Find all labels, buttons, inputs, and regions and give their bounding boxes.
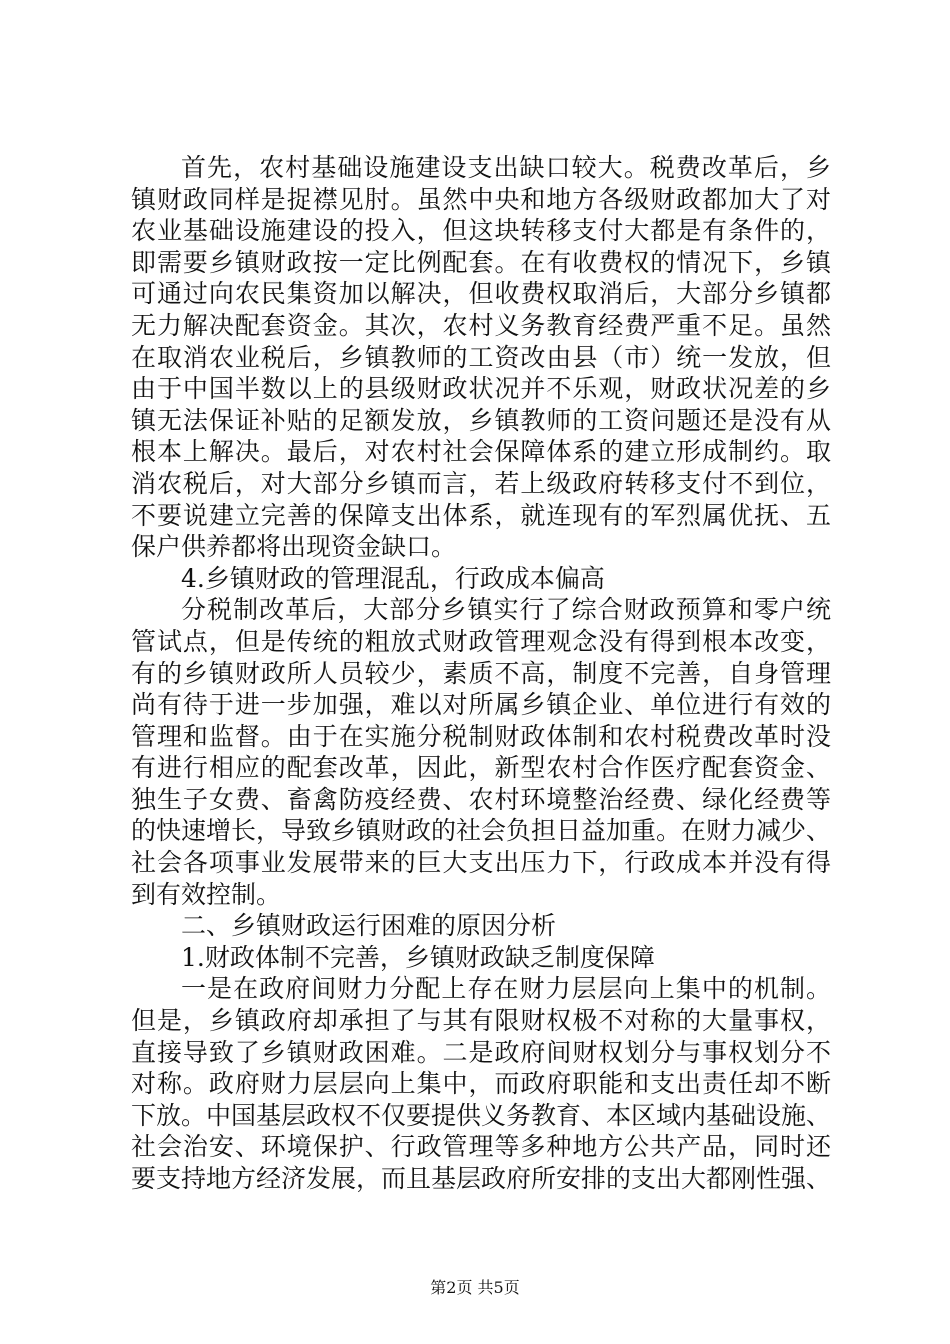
text-line: 由于中国半数以上的县级财政状况并不乐观，财政状况差的乡 — [131, 374, 831, 404]
document-body — [131, 152, 831, 1195]
text-line: 首先，农村基础设施建设支出缺口较大。税费改革后，乡 — [181, 153, 831, 182]
text-line: 在取消农业税后，乡镇教师的工资改由县（市）统一发放，但 — [131, 342, 831, 372]
text-line: 独生子女费、畜禽防疫经费、农村环境整治经费、绿化经费等 — [131, 784, 831, 814]
text-line: 下放。中国基层政权不仅要提供义务教育、本区域内基础设施、 — [131, 1100, 832, 1130]
text-line: 到有效控制。 — [131, 879, 282, 909]
text-line: 的快速增长，导致乡镇财政的社会负担日益加重。在财力减少、 — [131, 816, 832, 846]
text-line: 根本上解决。最后，对农村社会保障体系的建立形成制约。取 — [131, 437, 831, 467]
text-line: 尚有待于进一步加强，难以对所属乡镇企业、单位进行有效的 — [131, 690, 831, 720]
text-line: 分税制改革后，大部分乡镇实行了综合财政预算和零户统 — [181, 595, 831, 625]
text-line: 不要说建立完善的保障支出体系，就连现有的军烈属优抚、五 — [131, 500, 831, 530]
text-line: 无力解决配套资金。其次，农村义务教育经费严重不足。虽然 — [131, 310, 831, 340]
text-line: 直接导致了乡镇财政困难。二是政府间财权划分与事权划分不 — [131, 1037, 831, 1067]
text-line: 但是，乡镇政府却承担了与其有限财权极不对称的大量事权， — [131, 1006, 831, 1036]
text-line: 即需要乡镇财政按一定比例配套。在有收费权的情况下，乡镇 — [131, 247, 831, 277]
text-line: 消农税后，对大部分乡镇而言，若上级政府转移支付不到位， — [131, 468, 831, 498]
text-line: 农业基础设施建设的投入，但这块转移支付大都是有条件的， — [131, 216, 831, 246]
text-line: 二、乡镇财政运行困难的原因分析 — [181, 911, 557, 941]
text-line: 保户供养都将出现资金缺口。 — [131, 532, 457, 562]
text-line: 要支持地方经济发展，而且基层政府所安排的支出大都刚性强、 — [131, 1164, 832, 1193]
text-line: 有进行相应的配套改革，因此，新型农村合作医疗配套资金、 — [131, 753, 831, 783]
page-footer: 第2页 共5页 — [430, 1278, 520, 1297]
text-line: 1.财政体制不完善，乡镇财政缺乏制度保障 — [181, 942, 655, 972]
text-line: 有的乡镇财政所人员较少，素质不高，制度不完善，自身管理 — [131, 658, 831, 688]
text-line: 社会治安、环境保护、行政管理等多种地方公共产品，同时还 — [131, 1132, 831, 1162]
text-line: 管试点，但是传统的粗放式财政管理观念没有得到根本改变， — [131, 626, 831, 656]
text-line: 镇无法保证补贴的足额发放，乡镇教师的工资问题还是没有从 — [131, 405, 831, 435]
text-line: 一是在政府间财力分配上存在财力层层向上集中的机制。 — [181, 974, 831, 1004]
text-line: 对称。政府财力层层向上集中，而政府职能和支出责任却不断 — [131, 1069, 831, 1099]
text-line: 镇财政同样是捉襟见肘。虽然中央和地方各级财政都加大了对 — [131, 184, 831, 214]
text-line: 4.乡镇财政的管理混乱，行政成本偏高 — [181, 563, 605, 593]
text-line: 管理和监督。由于在实施分税制财政体制和农村税费改革时没 — [131, 721, 831, 751]
text-line: 可通过向农民集资加以解决，但收费权取消后，大部分乡镇都 — [131, 279, 831, 309]
text-line: 社会各项事业发展带来的巨大支出压力下，行政成本并没有得 — [131, 848, 831, 878]
